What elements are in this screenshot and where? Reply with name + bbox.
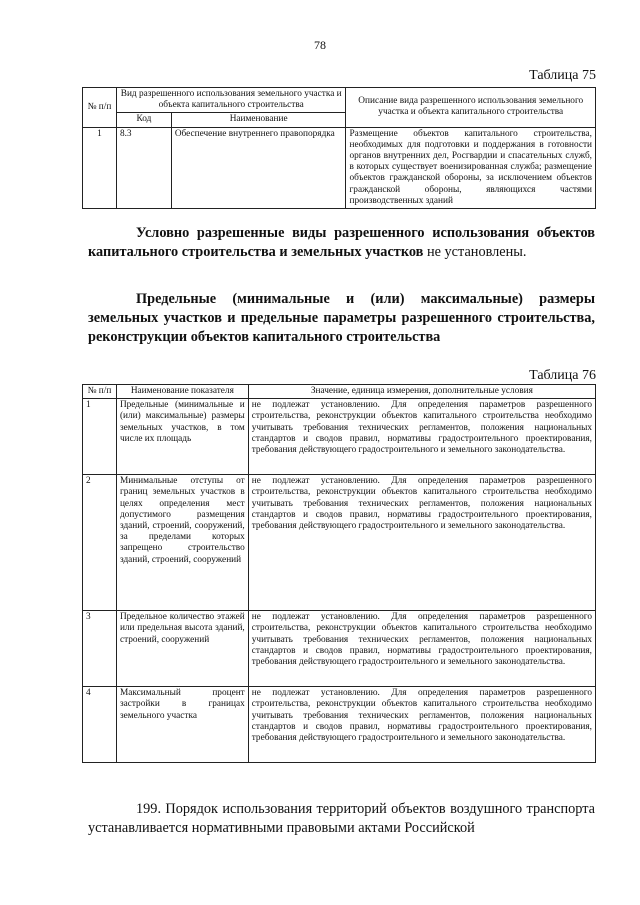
conditional-use-normal: не установлены. xyxy=(423,244,527,260)
table-row xyxy=(83,687,596,763)
table-76 xyxy=(82,384,596,763)
row-value: не подлежат установлению. Для определения параметров разрешенного строительства, реконструкции объектов капитального строительства необходимо учитывать требования технических регламентов, положения национальных стандартов и сводов правил, нормативы градостроительного проектирования, требования действующего градостроительного и земельного законодательства. xyxy=(248,399,595,475)
table-row xyxy=(83,399,596,475)
row-indicator: Максимальный процент застройки в границах земельного участка xyxy=(116,687,248,763)
header-description: Описание вида разрешенного использования земельного участка и объекта капитального строительства xyxy=(346,88,596,128)
table-row xyxy=(83,475,596,611)
table-row xyxy=(83,611,596,687)
table-row xyxy=(83,127,596,208)
table-76-caption: Таблица 76 xyxy=(529,368,596,383)
row-num: 4 xyxy=(83,687,117,763)
conditional-use-bold: Условно разрешенные виды разрешенного использования объектов капитального строительства и земельных участков xyxy=(88,225,595,260)
conditional-use-paragraph xyxy=(88,224,595,262)
row-value: не подлежат установлению. Для определения параметров разрешенного строительства, реконструкции объектов капитального строительства необходимо учитывать требования технических регламентов, положения национальных стандартов и сводов правил, нормативы градостроительного проектирования, требования действующего градостроительного и земельного законодательства. xyxy=(248,687,595,763)
header-num: № п/п xyxy=(83,385,117,399)
row-description: Размещение объектов капитального строительства, необходимых для подготовки и поддержания в готовности органов внутренних дел, Росгвардии и спасательных служб, в которых существует военизированная служба; размещение объектов гражданской обороны, за исключением объектов гражданской обороны, являющихся частями производственных зданий xyxy=(346,127,596,208)
row-value: не подлежат установлению. Для определения параметров разрешенного строительства, реконструкции объектов капитального строительства необходимо учитывать требования технических регламентов, положения национальных стандартов и сводов правил, нормативы градостроительного проектирования, требования действующего градостроительного и земельного законодательства. xyxy=(248,475,595,611)
row-indicator: Минимальные отступы от границ земельных участков в целях определения мест допустимого размещения зданий, строений, сооружений, за пределами которых запрещено строительство зданий, строений, сооружений xyxy=(116,475,248,611)
header-use-type: Вид разрешенного использования земельного участка и объекта капитального строительства xyxy=(116,88,346,113)
header-indicator: Наименование показателя xyxy=(116,385,248,399)
page-number: 78 xyxy=(314,38,326,52)
row-num: 2 xyxy=(83,475,117,611)
limits-heading: Предельные (минимальные и (или) максимальные) размеры земельных участков и предельные параметры разрешенного строительства, реконструкции объектов капитального строительства xyxy=(88,291,595,345)
row-num: 1 xyxy=(83,127,117,208)
header-num: № п/п xyxy=(83,88,117,128)
header-name: Наименование xyxy=(171,113,346,127)
row-name: Обеспечение внутреннего правопорядка xyxy=(171,127,346,208)
header-value: Значение, единица измерения, дополнительные условия xyxy=(248,385,595,399)
paragraph-199: 199. Порядок использования территорий объектов воздушного транспорта устанавливается нормативными правовыми актами Российской xyxy=(88,801,595,836)
row-value: не подлежат установлению. Для определения параметров разрешенного строительства, реконструкции объектов капитального строительства необходимо учитывать требования технических регламентов, положения национальных стандартов и сводов правил, нормативы градостроительного проектирования, требования действующего градостроительного и земельного законодательства. xyxy=(248,611,595,687)
row-indicator: Предельное количество этажей или предельная высота зданий, строений, сооружений xyxy=(116,611,248,687)
row-num: 1 xyxy=(83,399,117,475)
row-num: 3 xyxy=(83,611,117,687)
row-code: 8.3 xyxy=(116,127,171,208)
table-75 xyxy=(82,87,596,209)
table-75-caption: Таблица 75 xyxy=(529,68,596,83)
row-indicator: Предельные (минимальные и (или) максимальные) размеры земельных участков, в том числе их площадь xyxy=(116,399,248,475)
header-code: Код xyxy=(116,113,171,127)
